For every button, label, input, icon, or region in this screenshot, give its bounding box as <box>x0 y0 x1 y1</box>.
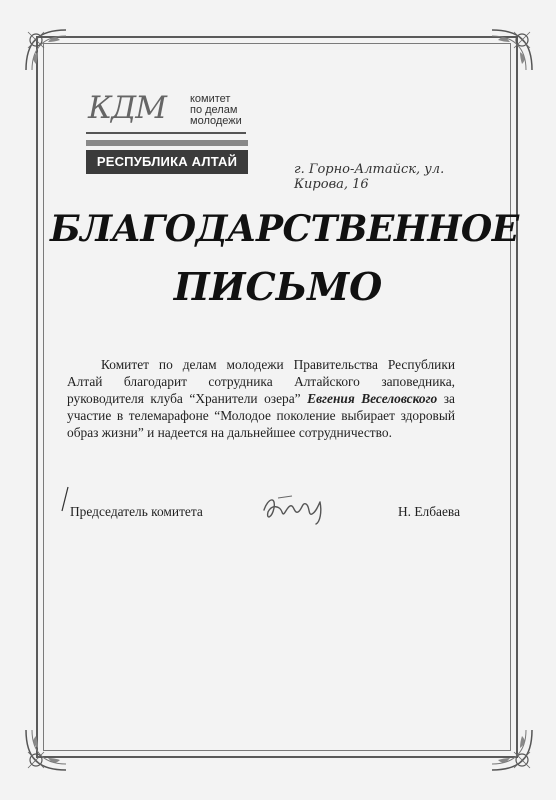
body-text-part-2: за участие в телемарафоне “Молодое поколение выбирает здоровый образ жизни” и надеется на дальнейшее сотрудничество. <box>67 391 455 440</box>
logo-underline <box>86 132 246 134</box>
title-line-1: БЛАГОДАРСТВЕННОЕ <box>50 208 519 250</box>
recipient-name: Евгения Веселовского <box>307 391 438 406</box>
signer-position: Председатель комитета <box>70 504 203 519</box>
letter-body <box>67 356 455 441</box>
sender-address: г. Горно-Алтайск, ул. Кирова, 16 <box>294 162 445 192</box>
body-text-part-1: Комитет по делам молодежи Правительства Республики Алтай благодарит сотрудника Алтайского заповедника, руководителя клуба “Хранители озера” <box>67 357 455 406</box>
logo-committee-line: по делам <box>190 104 238 116</box>
logo-stripe <box>86 140 248 146</box>
corner-ornament-icon <box>18 22 74 78</box>
letter-title <box>50 200 519 316</box>
title-line-2: ПИСЬМО <box>173 264 383 309</box>
handwritten-signature-icon <box>258 488 338 528</box>
margin-mark-icon <box>60 486 70 512</box>
committee-logo <box>86 90 256 185</box>
signer-name: Н. Елбаева <box>398 504 461 519</box>
logo-committee-line: комитет <box>190 93 231 105</box>
corner-ornament-icon <box>18 722 74 778</box>
logo-committee-line: молодежи <box>190 115 242 127</box>
logo-republic-banner: РЕСПУБЛИКА АЛТАЙ <box>86 150 248 174</box>
corner-ornament-icon <box>484 722 540 778</box>
logo-committee-name <box>190 94 260 127</box>
corner-ornament-icon <box>484 22 540 78</box>
logo-abbreviation: КДМ <box>88 90 166 126</box>
